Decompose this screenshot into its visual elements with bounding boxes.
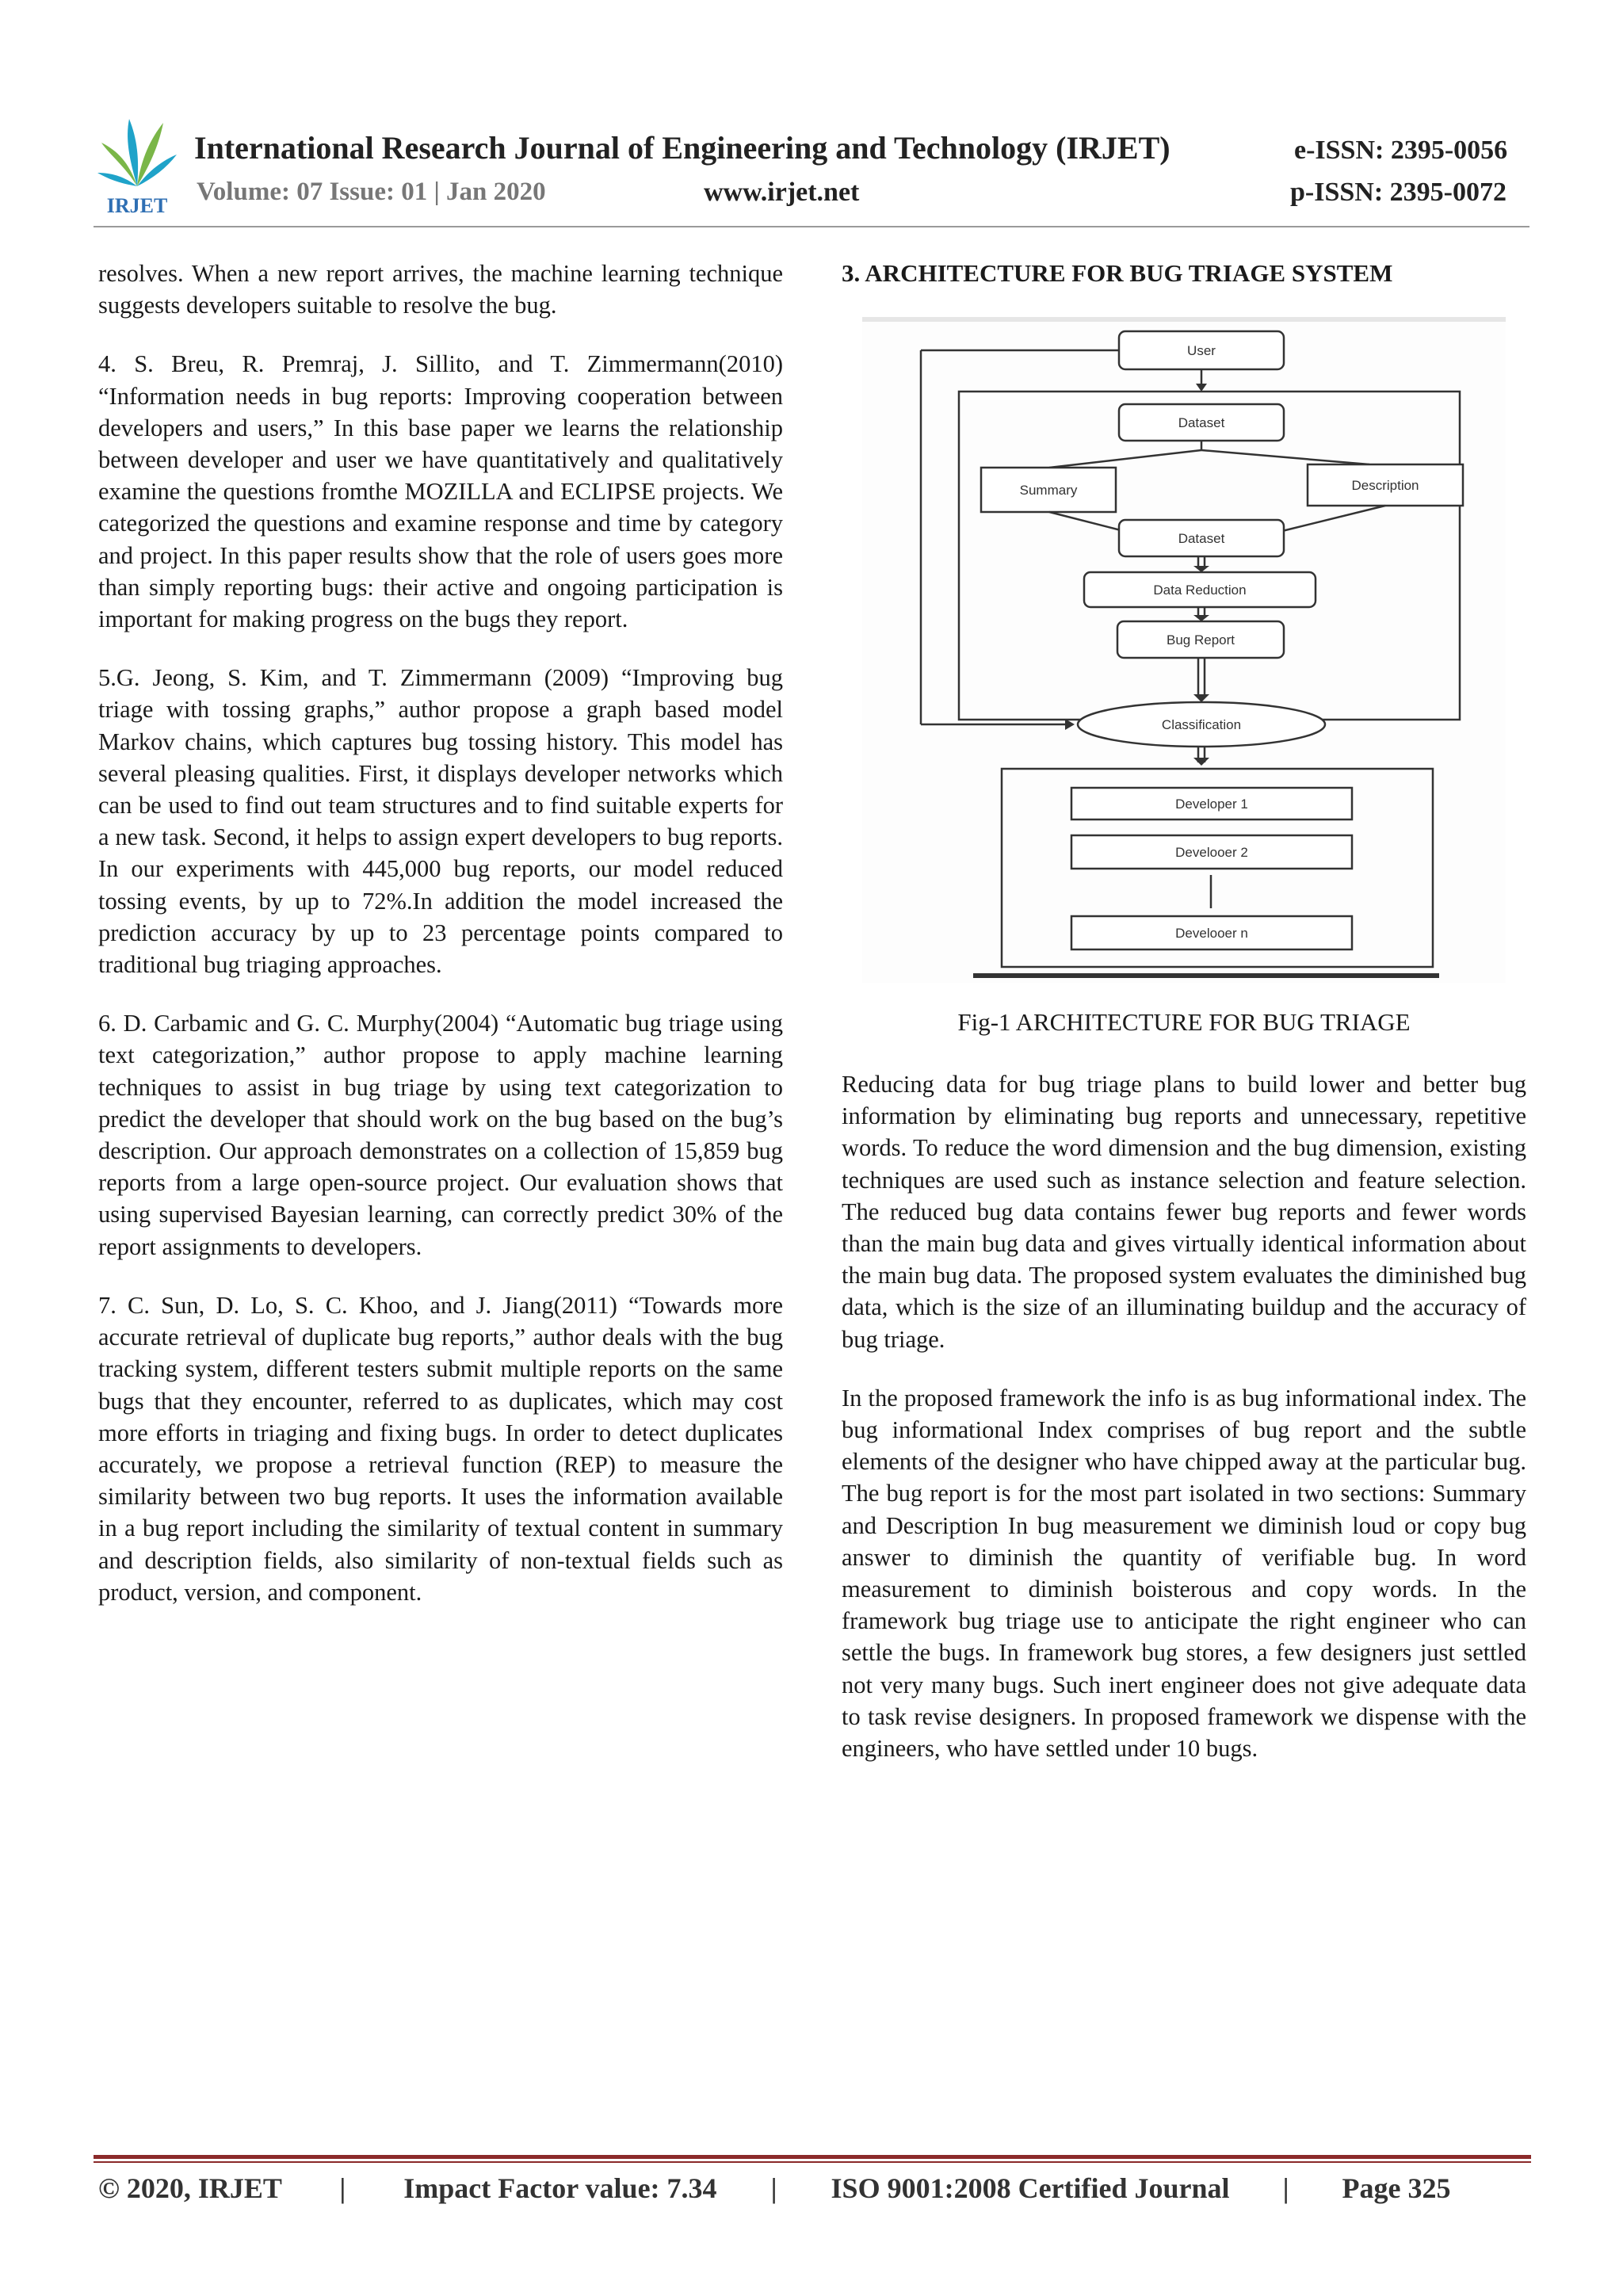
left-paragraph-1: resolves. When a new report arrives, the machine learning technique suggests developers suitable to resolve the bug. — [98, 260, 783, 319]
journal-logo-icon — [94, 111, 181, 218]
node-developer-2-label: Develooer 2 — [1175, 845, 1248, 860]
node-dataset-mid-label: Dataset — [1178, 531, 1225, 546]
node-summary-label: Summary — [1019, 483, 1078, 498]
journal-website-link[interactable]: www.irjet.net — [704, 178, 860, 207]
left-paragraph-4: 6. D. Carbamic and G. C. Murphy(2004) “Automatic bug triage using text categorization,” author propose to apply machine learning techniques to assist in bug triage by using text categorization to predict the developer that should work on the bug based on the bug’s description. Our approach demonstrates on a collection of 15,859 bug reports from a large open-source project. Our evaluation shows that using supervised Bayesian learning, can correctly predict 30% of the report assignments to developers. — [98, 1010, 783, 1260]
right-column — [842, 258, 1526, 289]
node-data-reduction-label: Data Reduction — [1153, 583, 1247, 598]
footer-copyright: © 2020, IRJET — [98, 2172, 282, 2204]
node-bug-report-label: Bug Report — [1167, 632, 1235, 648]
footer-rule-thin — [94, 2161, 1531, 2163]
figure-caption: Fig-1 ARCHITECTURE FOR BUG TRIAGE — [957, 1008, 1411, 1036]
footer-separator: | — [770, 2172, 777, 2204]
footer-iso: ISO 9001:2008 Certified Journal — [831, 2172, 1230, 2204]
section-heading: 3. ARCHITECTURE FOR BUG TRIAGE SYSTEM — [842, 259, 1393, 287]
node-developer-1-label: Developer 1 — [1175, 797, 1248, 812]
footer-separator: | — [1282, 2172, 1289, 2204]
node-classification-label: Classification — [1161, 717, 1242, 732]
footer-separator: | — [339, 2172, 346, 2204]
footer-page-number: Page 325 — [1342, 2172, 1451, 2204]
right-body — [842, 1068, 1526, 1791]
right-paragraph-2: In the proposed framework the info is as bug informational index. The bug informational Index comprises of bug report and the subtle elements of the designer who have chipped away at the particular bug. The bug report is for the most part isolated in two sections: Summary and Description In bug measurement we diminish loud or copy bug answer to diminish the quantity of verifiable bug. In word measurement to diminish boisterous and copy words. In the framework bug triage use to anticipate the right engineer who can settle the bugs. In framework bug stores, a few designers just settled not very many bugs. Such inert engineer does not give adequate data to task revise designers. In proposed framework we dispense with the engineers, who have settled under 10 bugs. — [842, 1384, 1526, 1763]
e-issn: e-ISSN: 2395-0056 — [1294, 136, 1508, 165]
left-paragraph-3: 5.G. Jeong, S. Kim, and T. Zimmermann (2009) “Improving bug triage with tossing graphs,” author propose a graph based model Markov chains, which captures bug tossing history. This model has several pleasing qualities. First, it displays developer networks which can be used to find out team structures and to find suitable experts for a new task. Second, it helps to assign expert developers to bug reports. In our experiments with 445,000 bug reports, our model reduced tossing events, by up to 72%.In addition the model increased the prediction accuracy by up to 23 percentage points compared to traditional bug triaging approaches. — [98, 664, 783, 979]
left-paragraph-5: 7. C. Sun, D. Lo, S. C. Khoo, and J. Jiang(2011) “Towards more accurate retrieval of duplicate bug reports,” author deals with the bug tracking system, different testers submit multiple reports on the same bugs that they encounter, referred to as duplicates, which may cost more efforts in triaging and fixing bugs. In order to detect duplicates accurately, we propose a retrieval function (REP) to measure the similarity between two bug reports. It uses the information available in a bug report including the similarity of textual content in summary and description fields, also similarity of non-textual fields such as product, version, and component. — [98, 1291, 783, 1606]
node-description-label: Description — [1351, 478, 1419, 493]
left-column — [98, 258, 783, 1635]
journal-logo — [94, 111, 181, 218]
left-paragraph-2: 4. S. Breu, R. Premraj, J. Sillito, and T. Zimmermann(2010) “Information needs in bug reports: Improving cooperation between developers and users,” In this base paper we learns the relationship between developer and user we have quantitatively and qualitatively examine the questions fromthe MOZILLA and ECLIPSE projects. We categorized the questions and examine response and time by category and project. In this paper results show that the role of users goes more than simply reporting bugs: their active and ongoing participation is important for making progress on the bugs they report. — [98, 350, 783, 633]
footer-rule — [94, 2155, 1531, 2159]
header-divider — [94, 226, 1529, 227]
logo-text: IRJET — [106, 194, 168, 217]
architecture-figure — [862, 317, 1506, 983]
node-developer-n-label: Develooer n — [1175, 926, 1248, 941]
journal-title: International Research Journal of Engineering and Technology (IRJET) — [194, 130, 1170, 166]
right-paragraph-1: Reducing data for bug triage plans to build lower and better bug information by eliminating bug reports and unnecessary, repetitive words. To reduce the word dimension and the bug dimension, existing techniques are used such as instance selection and feature selection. The reduced bug data contains fewer bug reports and fewer words than the main bug data and gives virtually identical information about the main bug data. The proposed system evaluates the diminished bug data, which is the size of an illuminating buildup and the accuracy of bug triage. — [842, 1071, 1526, 1353]
volume-issue: Volume: 07 Issue: 01 | Jan 2020 — [197, 178, 546, 206]
node-user-label: User — [1187, 343, 1216, 358]
node-dataset-top-label: Dataset — [1178, 415, 1225, 430]
p-issn: p-ISSN: 2395-0072 — [1290, 178, 1507, 207]
footer — [98, 2172, 1533, 2205]
footer-impact-factor: Impact Factor value: 7.34 — [403, 2172, 717, 2204]
